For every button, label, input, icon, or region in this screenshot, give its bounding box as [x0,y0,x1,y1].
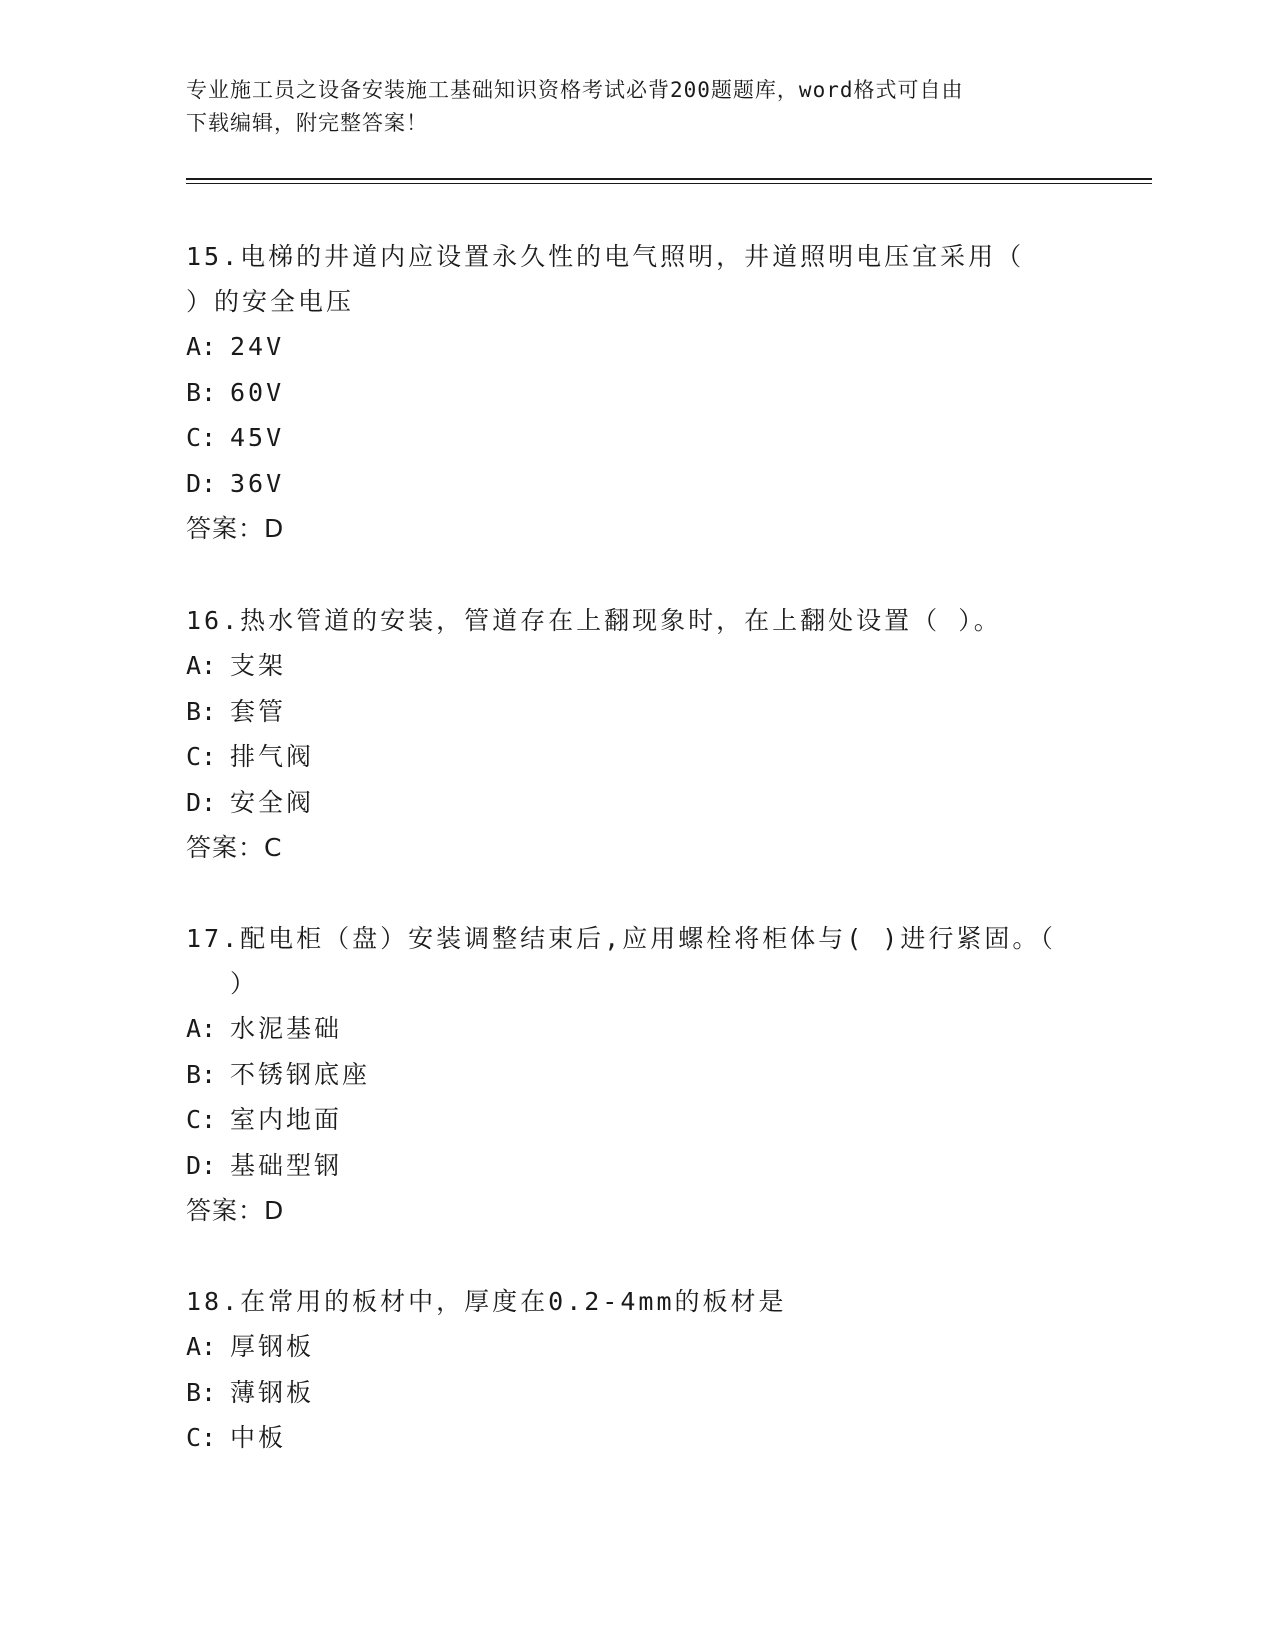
answer-line: 答案：D [186,514,285,543]
option-b [186,689,1086,735]
option-text: 水泥基础 [230,1014,343,1043]
option-c [186,415,1086,461]
option-letter: A: [186,332,217,361]
option-text: 36V [230,468,285,498]
question-stem [186,1279,1086,1324]
option-letter: C: [186,423,217,452]
question-stem-line-1: 16.热水管道的安装，管道存在上翻现象时，在上翻处设置（ ）。 [186,606,1002,635]
option-text: 60V [230,377,285,407]
option-b [186,370,1086,416]
option-letter: B: [186,377,217,407]
option-letter: B: [186,1377,217,1407]
header-divider-bottom [186,183,1152,184]
option-text: 中板 [230,1423,287,1452]
option-letter: D: [186,468,217,498]
question-stem [186,234,1086,324]
option-text: 安全阀 [230,787,315,817]
option-letter: C: [186,1423,217,1452]
option-c [186,1097,1086,1143]
option-letter: C: [186,1105,217,1134]
question-16 [186,598,1086,870]
header-divider-top [186,178,1152,180]
option-text: 排气阀 [230,742,315,771]
option-text: 套管 [230,696,287,726]
option-letter: C: [186,742,217,771]
question-stem-line-1: 17.配电柜（盘）安装调整结束后,应用螺栓将柜体与( )进行紧固。（ [186,924,1056,953]
question-stem-line-1: 18.在常用的板材中，厚度在0.2-4mm的板材是 [186,1287,787,1316]
option-text: 室内地面 [230,1105,343,1134]
option-text: 24V [230,332,285,361]
option-text: 薄钢板 [230,1377,315,1407]
option-text: 45V [230,423,285,452]
option-d [186,461,1086,507]
option-letter: A: [186,1014,217,1043]
option-a [186,1006,1086,1052]
option-letter: A: [186,651,217,680]
option-text: 基础型钢 [230,1150,343,1180]
answer-line: 答案：D [186,1196,285,1225]
option-letter: D: [186,1150,217,1180]
question-17 [186,916,1086,1233]
header-line-2: 下载编辑，附完整答案！ [186,111,428,135]
option-a [186,324,1086,370]
document-header [186,74,1066,140]
question-18 [186,1279,1086,1461]
option-letter: B: [186,1059,217,1089]
question-stem-line-2: ）的安全电压 [186,287,355,316]
option-b [186,1052,1086,1098]
option-letter: D: [186,787,217,817]
question-stem-line-1: 15.电梯的井道内应设置永久性的电气照明，井道照明电压宜采用（ [186,242,1025,271]
option-text: 不锈钢底座 [230,1059,371,1089]
option-letter: B: [186,696,217,726]
option-d [186,1143,1086,1189]
option-text: 厚钢板 [230,1332,315,1361]
header-line-1: 专业施工员之设备安装施工基础知识资格考试必背200题题库，word格式可自由 [186,78,964,102]
option-c [186,734,1086,780]
option-b [186,1370,1086,1416]
option-a [186,643,1086,689]
question-stem [186,598,1086,643]
question-15 [186,234,1086,551]
option-letter: A: [186,1332,217,1361]
option-text: 支架 [230,651,287,680]
option-d [186,780,1086,826]
answer-line: 答案：C [186,833,283,862]
option-c [186,1415,1086,1461]
question-stem [186,916,1086,1006]
option-a [186,1324,1086,1370]
question-stem-line-2: ） [230,969,259,998]
